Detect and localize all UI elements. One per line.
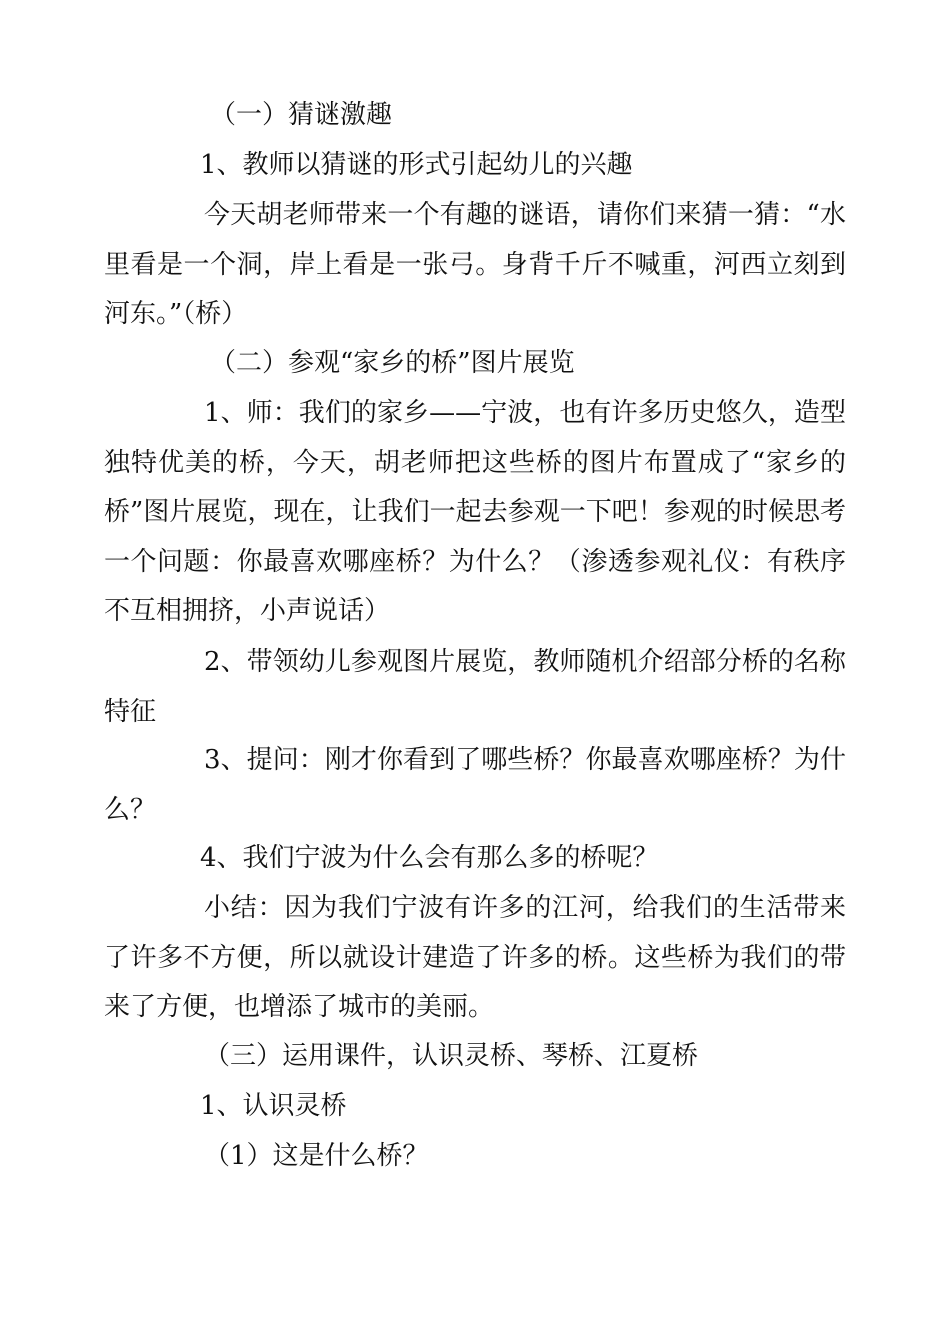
section-heading-3: （三）运用课件，认识灵桥、琴桥、江夏桥 (204, 1041, 699, 1071)
paragraph: 4、我们宁波为什么会有那么多的桥呢？ (200, 843, 659, 873)
paragraph: 2、带领幼儿参观图片展览，教师随机介绍部分桥的名称特征 (104, 647, 846, 727)
paragraph: 3、提问：刚才你看到了哪些桥？你最喜欢哪座桥？为什么？ (104, 745, 846, 825)
paragraph: （1）这是什么桥？ (204, 1141, 429, 1171)
paragraph: 1、认识灵桥 (200, 1091, 347, 1121)
paragraph: 1、教师以猜谜的形式引起幼儿的兴趣 (200, 150, 633, 180)
section-heading-1: （一）猜谜激趣 (210, 100, 393, 130)
section-heading-2: （二）参观“家乡的桥”图片展览 (210, 348, 575, 378)
summary-paragraph: 小结：因为我们宁波有许多的江河，给我们的生活带来了许多不方便，所以就设计建造了许多的桥。这些桥为我们的带来了方便，也增添了城市的美丽。 (104, 893, 846, 1022)
paragraph: 今天胡老师带来一个有趣的谜语，请你们来猜一猜：“水里看是一个洞，岸上看是一张弓。身背千斤不喊重，河西立刻到河东。”（桥） (104, 200, 846, 329)
paragraph: 1、师：我们的家乡——宁波，也有许多历史悠久，造型独特优美的桥，今天，胡老师把这些桥的图片布置成了“家乡的桥”图片展览，现在，让我们一起去参观一下吧！参观的时候思考一个问题：你最喜欢哪座桥？为什么？（渗透参观礼仪：有秩序不互相拥挤，小声说话） (104, 398, 846, 626)
